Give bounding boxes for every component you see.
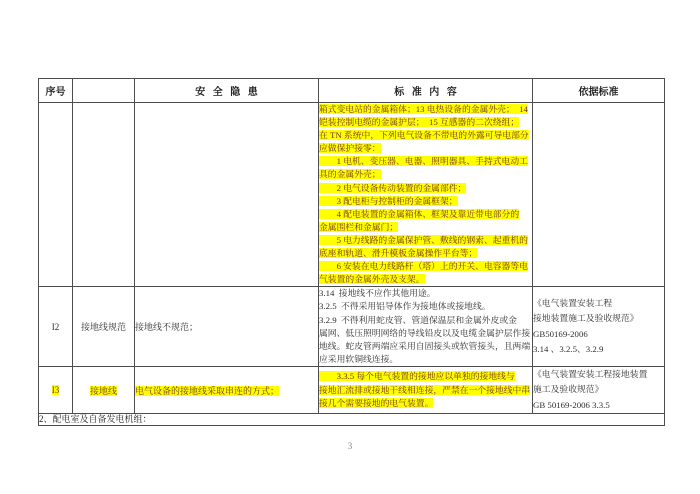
content-line [319, 397, 532, 410]
cell-serial [39, 366, 73, 414]
cell-serial [39, 103, 73, 287]
section-footer-cell: 2、配电室及自备发电机组： [39, 414, 665, 426]
cell-category [73, 103, 135, 287]
header-hazard: 安 全 隐 患 [135, 79, 319, 103]
highlighted-text: 在 TN 系统中，下列电气设备不带电的外露可导电部分 [319, 130, 529, 141]
table-header-row [39, 79, 665, 103]
highlighted-text: 6 安装在电力线路杆（塔）上的开关、电容器等电 [319, 261, 528, 272]
cell-hazard: 接地线不规范； [135, 287, 319, 367]
highlighted-text: 底座和轨道、滑升模板金属操作平台等； [319, 248, 478, 259]
content-line [319, 155, 532, 168]
content-line [319, 142, 532, 155]
page-number: 3 [347, 441, 353, 451]
content-line [319, 370, 532, 383]
cell-reference [533, 287, 665, 367]
highlighted-text: 5 电力线路的金属保护管、敷线的钢索、起重机的 [319, 234, 528, 245]
reference-line: GB50169-2006 [533, 328, 588, 339]
content-line [319, 129, 532, 142]
highlighted-text: 4 配电装置的金属箱体、框架及靠近带电部分的 [319, 208, 520, 219]
content-line [319, 208, 532, 221]
header-serial: 序号 [39, 79, 73, 103]
content-line: 3.14 接地线不应作其他用途。 [319, 288, 436, 299]
content-line [319, 221, 532, 234]
highlighted-text: 1 电机、变压器、电器、照明器具、手持式电动工 [319, 156, 528, 167]
reference-line: 3.14 、3.2.5、3.2.9 [533, 344, 604, 355]
reference-line: 《电气装置安装工程 [533, 297, 613, 308]
cell-reference [533, 103, 665, 287]
header-standard-content: 标 准 内 容 [319, 79, 533, 103]
table-row-i2 [39, 287, 665, 367]
highlighted-text: 接几个需要接地的电气装置。 [319, 397, 434, 408]
reference-line: 接地装置施工及验收规范》 [533, 313, 639, 324]
content-line [319, 116, 532, 129]
highlighted-text: 气装置的金属外壳及支架。 [319, 274, 425, 285]
content-line: 地线。蛇皮管两端应采用自固接头或软管接头，且两端 [319, 340, 531, 351]
safety-standards-table [38, 78, 665, 426]
header-reference: 依据标准 [533, 79, 665, 103]
content-line: 属网、低压照明网络的导线铅皮以及电缆金属护层作接 [319, 327, 531, 338]
highlighted-text: 铠装控制电缆的金属护层； 15 互感器的二次绕组； [319, 117, 520, 128]
header-empty [73, 79, 135, 103]
cell-standard-content [319, 287, 533, 367]
content-line [319, 168, 532, 181]
table-row-continuation [39, 103, 665, 287]
content-line: 3.2.9 不得利用蛇皮管、管道保温层和金属外皮或金 [319, 314, 517, 325]
highlighted-text: I3 [51, 385, 60, 396]
highlighted-text: 3.3.5 每个电气装置的接地应以单独的接地线与 [319, 371, 515, 382]
content-line [319, 273, 532, 286]
highlighted-text: 具的金属外壳； [319, 169, 381, 180]
reference-line: GB 50169-2006 3.3.5 [533, 399, 610, 410]
table-row-i3 [39, 366, 665, 414]
content-line [319, 234, 532, 247]
highlighted-text: 箱式变电站的金属箱体；13 电热设备的金属外壳； 14 [319, 104, 528, 114]
cell-reference [533, 366, 665, 414]
content-line: 应采用软铜线连接。 [319, 353, 399, 364]
content-line [319, 103, 532, 116]
cell-hazard [135, 103, 319, 287]
content-line [319, 260, 532, 273]
highlighted-text: 应做保护接零： [319, 143, 381, 154]
content-line [319, 182, 532, 195]
cell-standard-content [319, 103, 533, 287]
cell-standard-content [319, 366, 533, 414]
highlighted-text: 2 电气设备传动装置的金属部件； [319, 182, 467, 193]
cell-category [73, 366, 135, 414]
content-line: 3.2.5 不得采用铝导体作为接地体或接地线。 [319, 301, 491, 312]
highlighted-text: 接地汇流排或接地干线相连接，严禁在一个接地线中串 [319, 384, 531, 395]
cell-serial: I2 [39, 287, 73, 367]
reference-line: 施工及验收规范》 [533, 384, 604, 395]
content-line [319, 195, 532, 208]
cell-hazard [135, 366, 319, 414]
cell-category: 接地线规范 [73, 287, 135, 367]
highlighted-text: 3 配电柜与控制柜的金属框架； [319, 195, 458, 206]
content-line [319, 247, 532, 260]
highlighted-text: 接地线 [89, 385, 117, 396]
reference-line: 《电气装置安装工程接地装置 [533, 368, 648, 379]
content-line [319, 384, 532, 397]
highlighted-text: 电气设备的接地线采取串连的方式； [135, 385, 280, 396]
table-row-section-footer [39, 414, 665, 426]
highlighted-text: 金属围栏和金属门； [319, 221, 399, 232]
